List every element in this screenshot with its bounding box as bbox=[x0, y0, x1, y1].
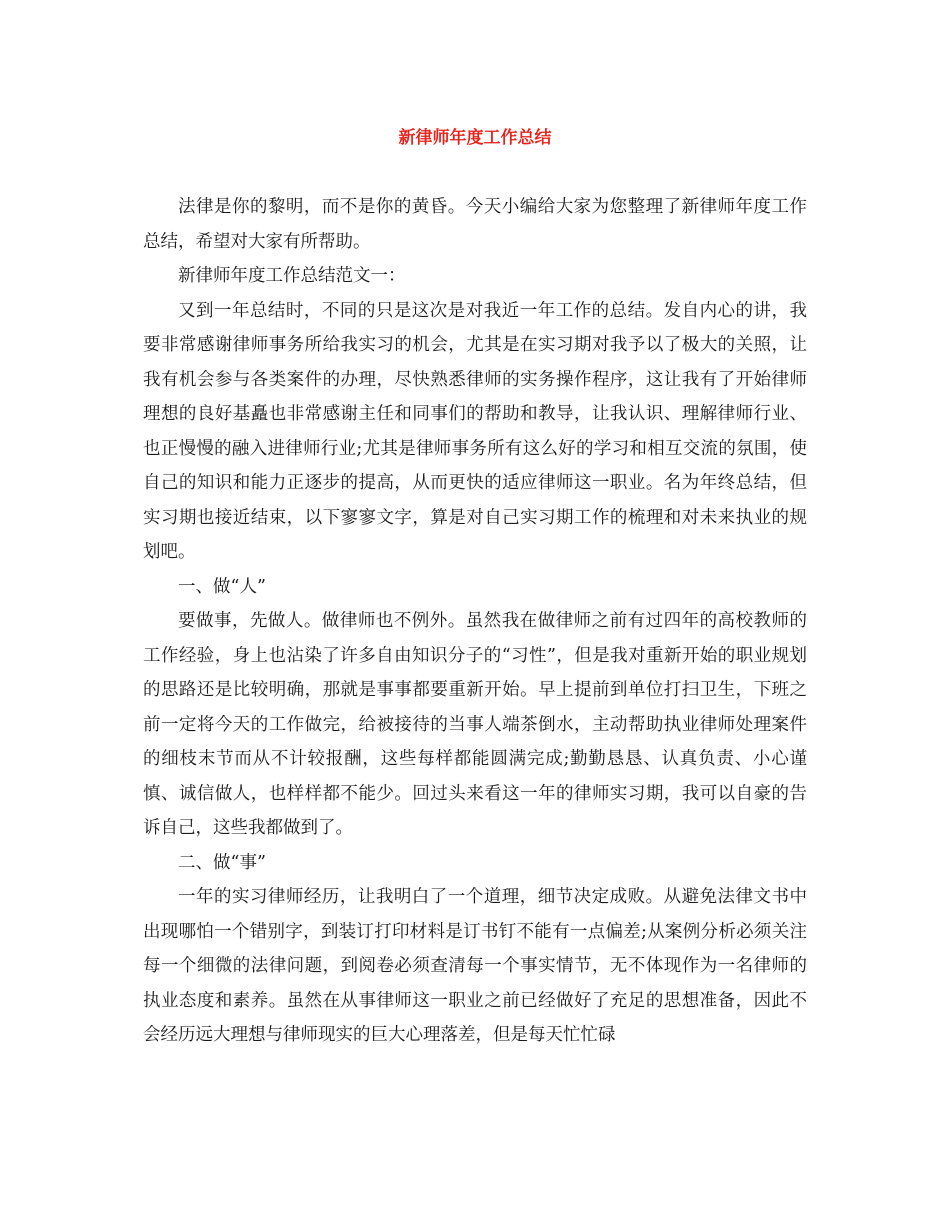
body-paragraph: 要做事，先做人。做律师也不例外。虽然我在做律师之前有过四年的高校教师的工作经验，身上也沾染了许多自由知识分子的“习性”，但是我对重新开始的职业规划的思路还是比较明确，那就是事事都要重新开始。早上提前到单位打扫卫生，下班之前一定将今天的工作做完，给被接待的当事人端茶倒水，主动帮助执业律师处理案件的细枝末节而从不计较报酬，这些每样都能圆满完成;勤勤恳恳、认真负责、小心谨慎、诚信做人，也样样都不能少。回过头来看这一年的律师实习期，我可以自豪的告诉自己，这些我都做到了。 bbox=[143, 611, 807, 838]
section-heading-sample-one: 新律师年度工作总结范文一： bbox=[178, 266, 406, 286]
document-title: 新律师年度工作总结 bbox=[398, 128, 552, 148]
section-heading-work: 二、做“事” bbox=[178, 852, 266, 873]
document-body bbox=[143, 190, 807, 1053]
intro-paragraph: 法律是你的黎明，而不是你的黄昏。今天小编给大家为您整理了新律师年度工作总结，希望对大家有所帮助。 bbox=[143, 197, 807, 252]
section-heading-person: 一、做“人” bbox=[178, 576, 266, 597]
body-paragraph: 一年的实习律师经历，让我明白了一个道理，细节决定成败。从避免法律文书中出现哪怕一个错别字，到装订打印材料是订书钉不能有一点偏差;从案例分析必须关注每一个细微的法律问题，到阅卷必须查清每一个事实情节，无不体现作为一名律师的执业态度和素养。虽然在从事律师这一职业之前已经做好了充足的思想准备，因此不会经历远大理想与律师现实的巨大心理落差，但是每天忙忙碌 bbox=[143, 887, 807, 1045]
body-paragraph: 又到一年总结时，不同的只是这次是对我近一年工作的总结。发自内心的讲，我要非常感谢律师事务所给我实习的机会，尤其是在实习期对我予以了极大的关照，让我有机会参与各类案件的办理，尽快熟悉律师的实务操作程序，这让我有了开始律师理想的良好基矗也非常感谢主任和同事们的帮助和教导，让我认识、理解律师行业、也正慢慢的融入进律师行业;尤其是律师事务所有这么好的学习和相互交流的氛围，使自己的知识和能力正逐步的提高，从而更快的适应律师这一职业。名为年终总结，但实习期也接近结束，以下寥寥文字，算是对自己实习期工作的梳理和对未来执业的规划吧。 bbox=[143, 300, 807, 562]
